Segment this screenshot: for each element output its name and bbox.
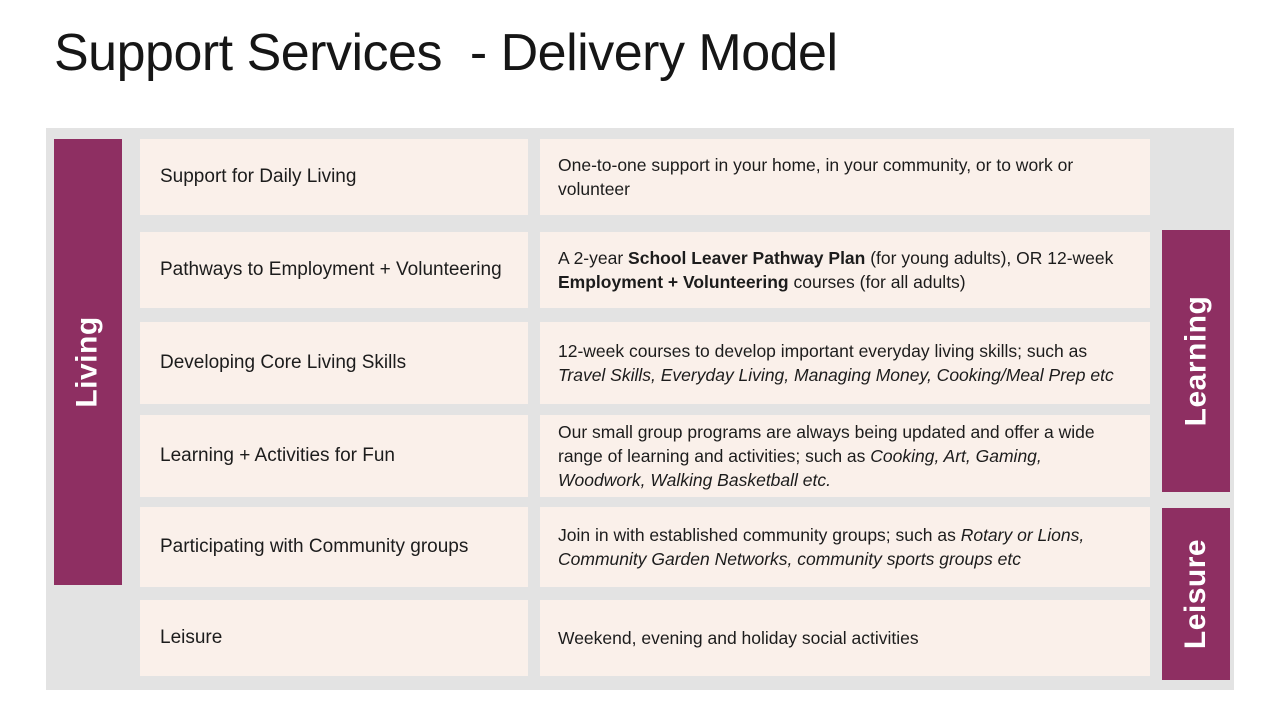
category-bar-living-label: Living xyxy=(71,316,104,408)
table-row xyxy=(140,139,1150,215)
service-description-text: A 2-year School Leaver Pathway Plan (for young adults), OR 12-week Employment + Volunteering courses (for all adults) xyxy=(558,248,1114,292)
service-name-text: Learning + Activities for Fun xyxy=(160,445,395,466)
table-row xyxy=(140,600,1150,676)
service-description-cell xyxy=(540,232,1150,308)
service-description-text: 12-week courses to develop important everyday living skills; such as Travel Skills, Everyday Living, Managing Money, Cooking/Meal Prep etc xyxy=(558,341,1114,385)
table-row xyxy=(140,415,1150,497)
service-description-cell xyxy=(540,415,1150,497)
service-name-cell xyxy=(140,507,528,587)
category-bar-learning xyxy=(1162,230,1230,492)
table-row xyxy=(140,232,1150,308)
category-bar-leisure-label: Leisure xyxy=(1179,538,1212,650)
service-description-cell xyxy=(540,600,1150,676)
table-row xyxy=(140,322,1150,404)
category-bar-living xyxy=(54,139,122,585)
service-name-text: Developing Core Living Skills xyxy=(160,352,407,373)
service-description-cell xyxy=(540,139,1150,215)
service-name-text: Participating with Community groups xyxy=(160,536,469,557)
service-name-cell xyxy=(140,600,528,676)
service-description-cell xyxy=(540,507,1150,587)
service-description-cell xyxy=(540,322,1150,404)
category-bar-learning-label: Learning xyxy=(1179,295,1212,427)
service-description-text: One-to-one support in your home, in your community, or to work or volunteer xyxy=(558,155,1074,199)
service-name-cell xyxy=(140,139,528,215)
service-name-text: Support for Daily Living xyxy=(160,166,357,187)
service-name-cell xyxy=(140,322,528,404)
table-row xyxy=(140,507,1150,587)
service-name-text: Leisure xyxy=(160,627,223,648)
service-name-cell xyxy=(140,415,528,497)
page-title: Support Services - Delivery Model xyxy=(54,24,838,82)
service-name-cell xyxy=(140,232,528,308)
category-bar-leisure xyxy=(1162,508,1230,680)
service-name-text: Pathways to Employment + Volunteering xyxy=(160,259,502,280)
service-description-text: Join in with established community groups; such as Rotary or Lions, Community Garden Networks, community sports groups etc xyxy=(558,525,1085,569)
service-description-text: Our small group programs are always being updated and offer a wide range of learning and activities; such as Cooking, Art, Gaming, Woodwork, Walking Basketball etc. xyxy=(558,422,1095,490)
service-description-text: Weekend, evening and holiday social activities xyxy=(558,628,919,648)
